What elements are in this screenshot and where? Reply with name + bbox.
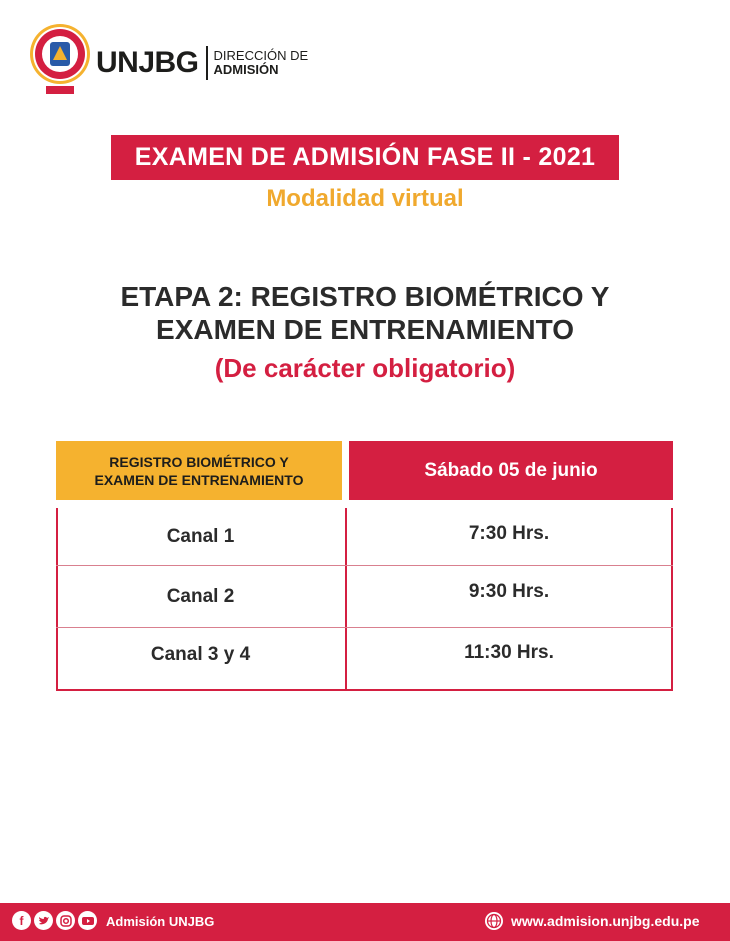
exam-title-banner: EXAMEN DE ADMISIÓN FASE II - 2021	[111, 135, 619, 180]
stage-heading	[60, 280, 670, 346]
table-body	[56, 508, 673, 691]
table-cell-canal: Canal 3 y 4	[150, 643, 251, 665]
table-cell-canal: Canal 1	[166, 525, 235, 547]
facebook-icon[interactable]: f	[12, 911, 31, 930]
brand-block	[96, 46, 308, 80]
brand-separator	[206, 46, 208, 80]
table-header-activity	[56, 441, 342, 500]
brand-subtitle	[214, 49, 309, 77]
table-header-date: Sábado 05 de junio	[349, 441, 673, 500]
social-icons	[12, 911, 97, 930]
table-header-activity-line2: EXAMEN DE ENTRENAMIENTO	[94, 471, 304, 488]
brand-name: UNJBG	[96, 46, 199, 79]
stage-heading-line2: EXAMEN DE ENTRENAMIENTO	[156, 314, 574, 345]
table-cell-canal: Canal 2	[166, 586, 235, 607]
brand-subtitle-line1: DIRECCIÓN DE	[213, 48, 309, 63]
table-border-right	[671, 508, 673, 691]
brand-subtitle-line2: ADMISIÓN	[213, 62, 279, 77]
youtube-icon[interactable]	[78, 911, 97, 930]
instagram-icon[interactable]	[56, 911, 75, 930]
footer-website-link[interactable]: www.admision.unjbg.edu.pe	[511, 913, 700, 929]
table-cell-hora: 11:30 Hrs.	[464, 642, 554, 663]
modality-subtitle: Modalidad virtual	[266, 185, 464, 212]
table-cell-hora: 9:30 Hrs.	[468, 581, 550, 602]
table-header-activity-line1: REGISTRO BIOMÉTRICO Y	[109, 453, 289, 470]
table-cell-hora: 7:30 Hrs.	[468, 523, 550, 544]
globe-icon	[484, 911, 504, 931]
stage-heading-line1: ETAPA 2: REGISTRO BIOMÉTRICO Y	[120, 281, 610, 312]
university-seal-logo	[28, 20, 92, 98]
twitter-icon[interactable]	[34, 911, 53, 930]
table-border-bottom	[56, 689, 673, 691]
footer-brand-text: Admisión UNJBG	[106, 914, 215, 929]
footer-bar	[0, 903, 730, 941]
mandatory-note: (De carácter obligatorio)	[214, 353, 516, 383]
